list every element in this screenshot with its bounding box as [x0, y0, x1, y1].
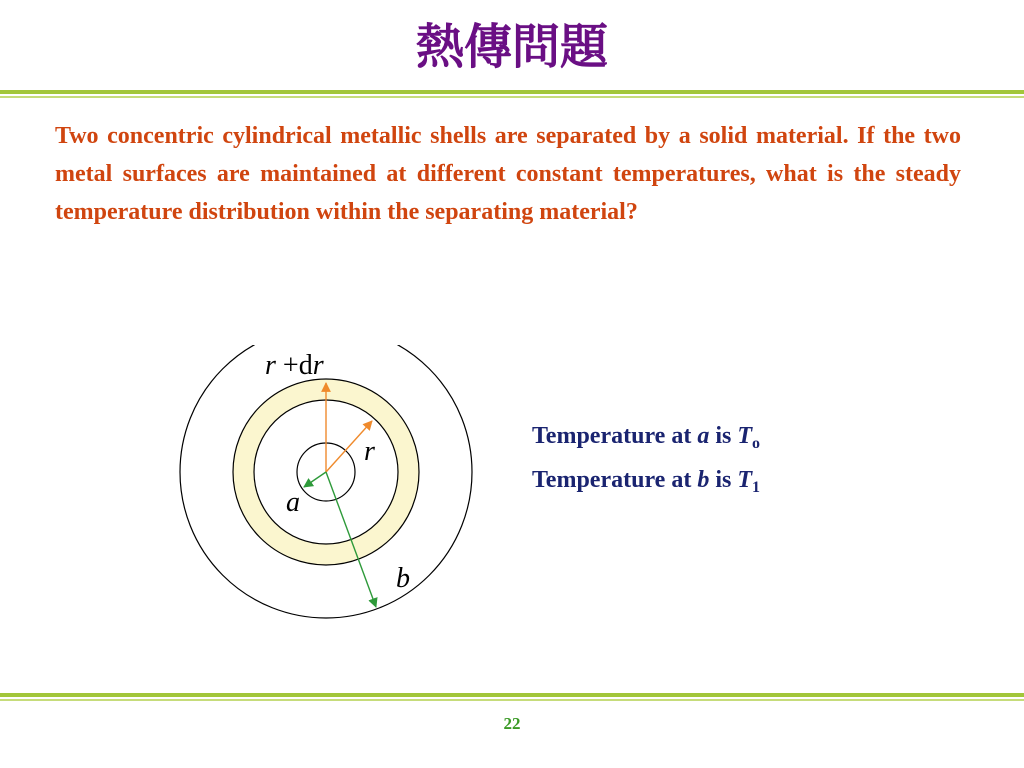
page-number: 22: [503, 714, 521, 733]
a-label: a: [286, 487, 300, 518]
r-label: r: [364, 436, 375, 467]
r-plus-dr-label: r +dr: [265, 350, 324, 381]
b-label: b: [396, 563, 410, 594]
problem-statement: Two concentric cylindrical metallic shells are separated by a solid material. If the two metal surfaces are maintained at different constant temperatures, what is the steady temperature distribution within the separating material?: [55, 123, 961, 225]
boundary-temperatures: [532, 418, 952, 506]
temperature-at-a: Temperature at a is $T_o$: [532, 423, 760, 452]
concentric-cylinders-diagram: [170, 345, 490, 635]
top-divider: [0, 90, 1024, 98]
temperature-at-b: Temperature at b is $T_1$: [532, 467, 760, 496]
bottom-divider: [0, 693, 1024, 701]
slide-title: 熱傳問題: [415, 19, 608, 75]
